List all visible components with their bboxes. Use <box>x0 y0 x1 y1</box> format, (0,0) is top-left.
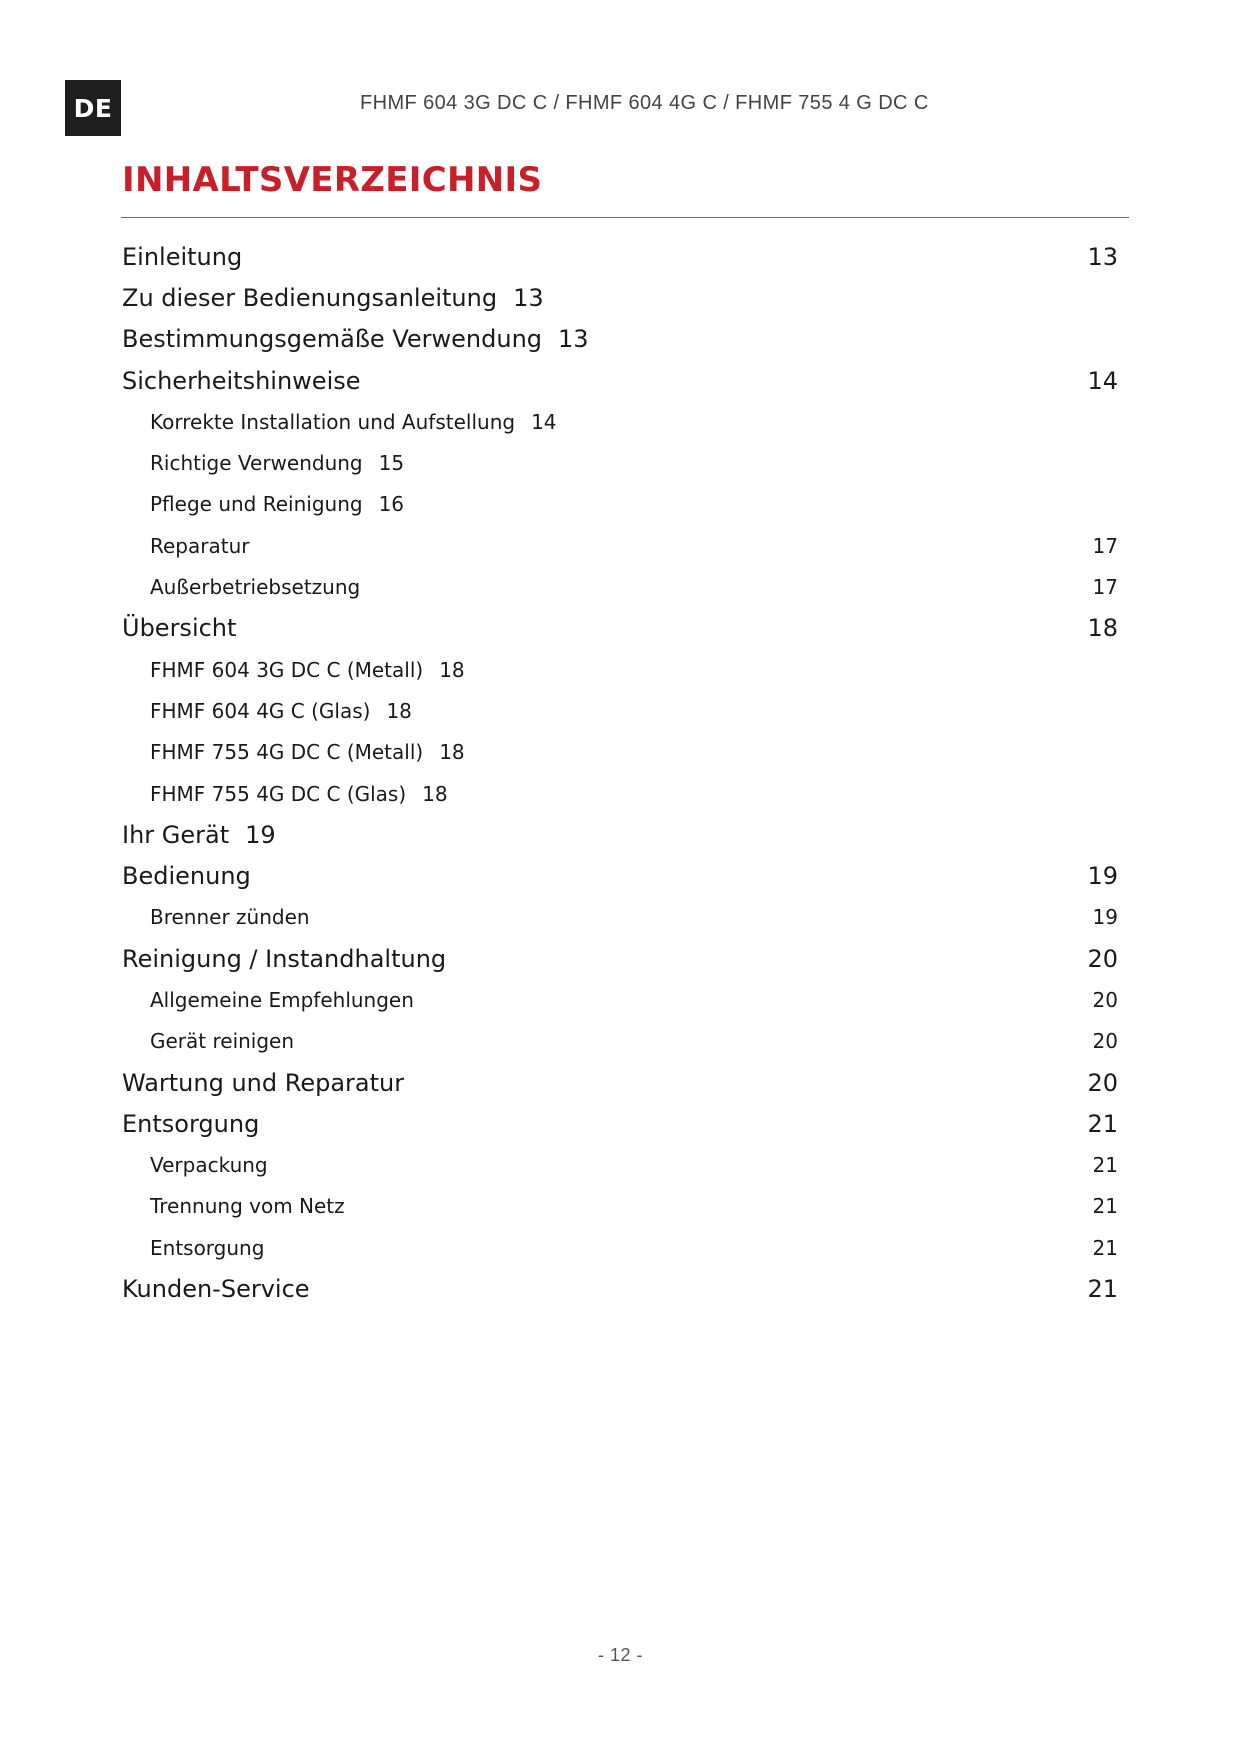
toc-entry-title: FHMF 755 4G DC C (Metall) <box>150 740 424 765</box>
toc-entry[interactable] <box>122 484 1122 525</box>
toc-entry-title: Pflege und Reinigung <box>150 492 363 517</box>
toc-entry[interactable] <box>122 814 1122 855</box>
toc-entry[interactable] <box>122 773 1122 814</box>
toc-entry[interactable] <box>122 938 1122 979</box>
toc-entry[interactable] <box>122 442 1122 483</box>
toc-entry-page: 18 <box>1087 614 1118 643</box>
toc-entry-title: Richtige Verwendung <box>150 451 363 476</box>
toc-entry-page: 18 <box>439 740 465 765</box>
toc-entry-title: Gerät reinigen <box>150 1029 295 1054</box>
toc-entry-title: Sicherheitshinweise <box>122 366 361 395</box>
toc-entry-title: Bestimmungsgemäße Verwendung <box>122 325 543 354</box>
toc-entry-title: Reinigung / Instandhaltung <box>122 944 447 973</box>
toc-entry-page: 17 <box>1092 575 1118 600</box>
toc-entry-page: 13 <box>513 283 544 312</box>
toc-entry[interactable] <box>122 1062 1122 1103</box>
language-badge: DE <box>65 80 121 136</box>
toc-entry-page: 21 <box>1092 1194 1118 1219</box>
toc-entry-page: 17 <box>1092 533 1118 558</box>
toc-entry-page: 15 <box>378 451 405 476</box>
toc-entry[interactable] <box>122 360 1122 401</box>
toc-entry-page: 20 <box>1092 1029 1118 1054</box>
toc-entry-title: Allgemeine Empfehlungen <box>150 987 414 1012</box>
toc-entry-page: 21 <box>1092 1235 1118 1260</box>
toc-entry[interactable] <box>122 319 1122 360</box>
toc-entry-title: Außerbetriebsetzung <box>150 575 361 600</box>
toc-title: INHALTSVERZEICHNIS <box>122 160 543 200</box>
toc-entry-title: Bedienung <box>122 862 251 891</box>
toc-entry[interactable] <box>122 1227 1122 1268</box>
toc-entry-title: Übersicht <box>122 614 237 643</box>
toc-entry[interactable] <box>122 525 1122 566</box>
toc-entry-page: 18 <box>422 781 448 806</box>
toc-entry-page: 14 <box>531 409 557 434</box>
toc-entry[interactable] <box>122 897 1122 938</box>
toc-entry-title: Einleitung <box>122 242 243 271</box>
toc-entry-title: Trennung vom Netz <box>150 1194 345 1219</box>
toc-entry-page: 19 <box>1092 905 1118 930</box>
toc-entry[interactable] <box>122 649 1122 690</box>
toc-entry[interactable] <box>122 608 1122 649</box>
toc-entry-title: Korrekte Installation und Aufstellung <box>150 409 516 434</box>
toc-entry[interactable] <box>122 236 1122 277</box>
toc-entry-page: 19 <box>245 820 276 849</box>
toc-entry[interactable] <box>122 401 1122 442</box>
toc-entry[interactable] <box>122 1268 1122 1309</box>
toc-entry-page: 21 <box>1087 1109 1118 1138</box>
toc-entry-page: 19 <box>1087 862 1118 891</box>
toc-entry-page: 21 <box>1092 1153 1118 1178</box>
toc-entry-title: FHMF 604 3G DC C (Metall) <box>150 657 424 682</box>
toc-entry[interactable] <box>122 277 1122 318</box>
page-number: - 12 - <box>597 1645 643 1665</box>
toc-entry-page: 18 <box>386 698 412 723</box>
toc-entry[interactable] <box>122 979 1122 1020</box>
toc-entry-title: Entsorgung <box>150 1235 265 1260</box>
toc-entry-page: 13 <box>1087 242 1118 271</box>
toc-entry[interactable] <box>122 855 1122 896</box>
toc-entry-page: 18 <box>439 657 465 682</box>
toc-entry-page: 16 <box>378 492 405 517</box>
toc-entry-page: 14 <box>1087 366 1118 395</box>
toc-entry-title: Wartung und Reparatur <box>122 1068 405 1097</box>
toc-entry[interactable] <box>122 732 1122 773</box>
toc-entry[interactable] <box>122 690 1122 731</box>
toc-entry[interactable] <box>122 1186 1122 1227</box>
model-header: FHMF 604 3G DC C / FHMF 604 4G C / FHMF 755 4 G DC C <box>360 92 929 114</box>
toc-entry-page: 20 <box>1087 944 1118 973</box>
toc-entry[interactable] <box>122 1021 1122 1062</box>
toc-entry-page: 20 <box>1092 987 1118 1012</box>
toc-entry-title: FHMF 604 4G C (Glas) <box>150 698 371 723</box>
toc-entry-title: Kunden-Service <box>122 1275 310 1304</box>
title-divider <box>121 217 1129 218</box>
toc-entry-page: 13 <box>558 325 589 354</box>
toc-entry-title: Brenner zünden <box>150 905 310 930</box>
toc-entry-title: FHMF 755 4G DC C (Glas) <box>150 781 407 806</box>
toc-entry-title: Zu dieser Bedienungsanleitung <box>122 283 498 312</box>
toc-entry-page: 21 <box>1087 1275 1118 1304</box>
toc-entry-title: Reparatur <box>150 533 250 558</box>
toc-entry[interactable] <box>122 566 1122 607</box>
toc-entry-title: Ihr Gerät <box>122 820 230 849</box>
toc-entry[interactable] <box>122 1103 1122 1144</box>
toc-entry[interactable] <box>122 1145 1122 1186</box>
toc-entry-title: Verpackung <box>150 1153 268 1178</box>
toc-list <box>122 236 1122 1310</box>
toc-entry-page: 20 <box>1087 1068 1118 1097</box>
toc-entry-title: Entsorgung <box>122 1109 260 1138</box>
